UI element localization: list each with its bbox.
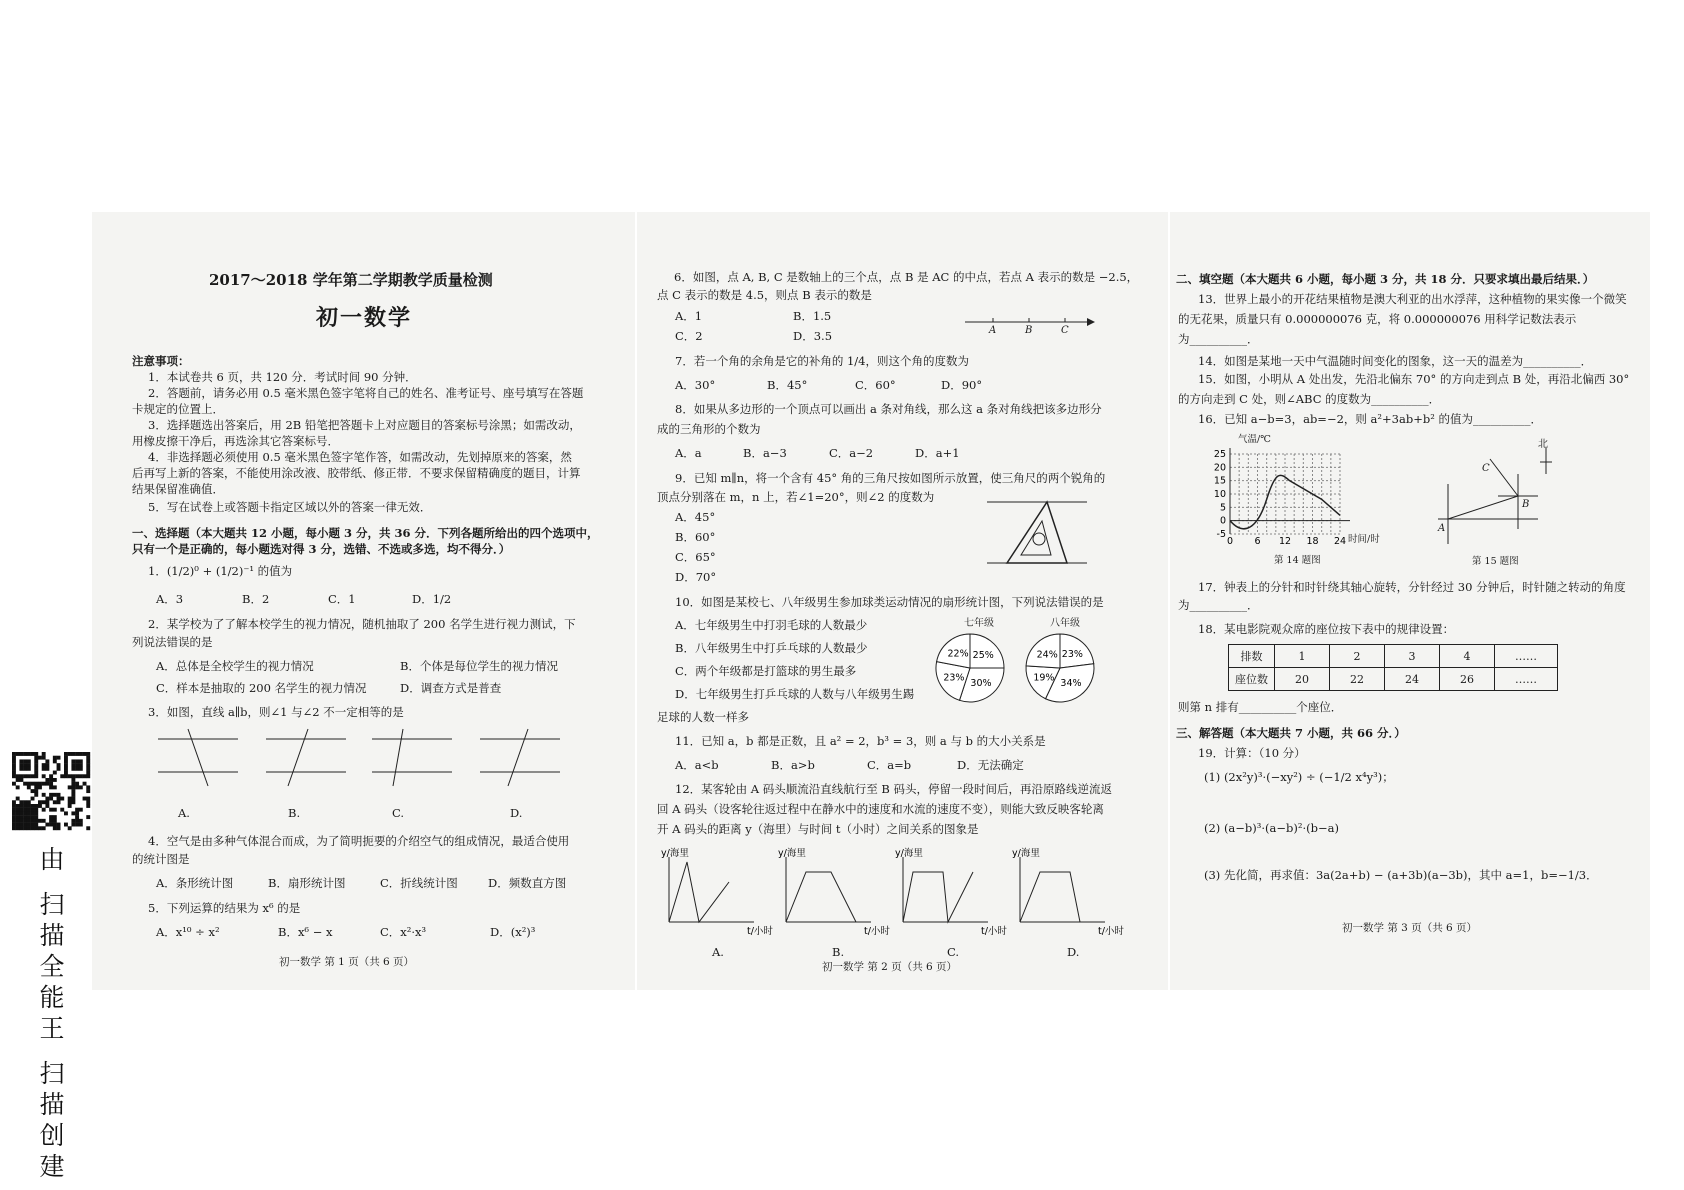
table-row-header: 排数 xyxy=(1229,645,1275,668)
x-tick-label: 24 xyxy=(1333,536,1347,547)
question-15: 15．如图，小明从 A 处出发，先沿北偏东 70° 的方向走到点 B 处，再沿北偏西 30° xyxy=(1198,372,1630,386)
notice-line: 结果保留准确值． xyxy=(132,482,224,496)
question-18: 则第 n 排有__________个座位． xyxy=(1178,700,1343,714)
question-1: 1．(1/2)⁰ + (1/2)⁻¹ 的值为 xyxy=(148,564,293,578)
table-cell: 3 xyxy=(1385,645,1440,668)
figure-label: A. xyxy=(712,945,724,959)
triangle-ruler-figure xyxy=(987,499,1097,574)
option: D．a+1 xyxy=(915,446,960,460)
option: A．45° xyxy=(675,510,716,524)
table-cell: 4 xyxy=(1440,645,1495,668)
point-label: B xyxy=(1522,499,1530,510)
option: A．总体是全校学生的视力情况 xyxy=(156,659,314,673)
question-2: 2．某学校为了了解本校学生的视力情况，随机抽取了 200 名学生进行视力测试，下 xyxy=(148,617,576,631)
question-2: 列说法错误的是 xyxy=(132,635,213,649)
question-12: 开 A 码头的距离 y（海里）与时间 t（小时）之间关系的图象是 xyxy=(657,822,979,836)
table-cell: 26 xyxy=(1440,668,1495,691)
y-axis-label: y/海里 xyxy=(661,848,689,859)
option: A．30° xyxy=(675,378,716,392)
pie-title-grade8: 八年级 xyxy=(1050,618,1080,629)
question-8: 成的三角形的个数为 xyxy=(657,422,761,436)
distance-line xyxy=(786,872,856,922)
notice-line: 2．答题前，请务必用 0.5 毫米黑色签字笔将自己的姓名、准考证号、座号填写在答题 xyxy=(148,386,584,400)
pie-slice-label: 34% xyxy=(1060,678,1082,690)
option: B．八年级男生中打乒乓球的人数最少 xyxy=(675,641,868,655)
question-17: 为__________． xyxy=(1178,598,1259,612)
question-4: 4．空气是由多种气体混合而成，为了简明扼要的介绍空气的组成情况，最适合使用 xyxy=(148,834,570,848)
pie-title-grade7: 七年级 xyxy=(964,618,994,629)
question-4: 的统计图是 xyxy=(132,852,190,866)
notice-line: 3．选择题选出答案后，用 2B 铅笔把答题卡上对应题目的答案标号涂黑；如需改动， xyxy=(148,418,581,432)
x-tick-label: 6 xyxy=(1254,536,1261,547)
x-tick-label: 12 xyxy=(1278,536,1292,547)
notice-line: 卡规定的位置上． xyxy=(132,402,224,416)
exam-title: 2017～2018 学年第二学期教学质量检测 xyxy=(209,271,493,289)
q3-figure xyxy=(158,724,588,794)
question-13: 的无花果，质量只有 0.000000076 克，将 0.000000076 用科学记数法表示 xyxy=(1178,312,1577,326)
section-1-heading: 只有一个是正确的，每小题选对得 3 分，选错、不选或多选，均不得分．） xyxy=(132,542,511,556)
option: B．x⁶ − x xyxy=(278,925,333,939)
option: B．个体是每位学生的视力情况 xyxy=(400,659,558,673)
page-footer: 初一数学 第 3 页（共 6 页） xyxy=(1342,922,1478,934)
question-6: 6．如图，点 A, B, C 是数轴上的三个点，点 B 是 AC 的中点，若点 A 表示的数是 −2.5， xyxy=(674,270,1139,284)
option: C．两个年级都是打篮球的男生最多 xyxy=(675,664,857,678)
north-label: 北 xyxy=(1538,439,1548,450)
x-axis-label: t/小时 xyxy=(864,926,890,937)
section-3-heading: 三、解答题（本大题共 7 小题，共 66 分．） xyxy=(1176,726,1406,740)
option: C．x²·x³ xyxy=(380,925,427,939)
figure-label: C. xyxy=(392,806,405,820)
option: C．a−2 xyxy=(829,446,874,460)
x-tick-label: 18 xyxy=(1306,536,1319,547)
x-axis-label: t/小时 xyxy=(1098,926,1124,937)
option: A．1 xyxy=(675,309,703,323)
option: A．七年级男生中打羽毛球的人数最少 xyxy=(675,618,868,632)
x-axis-label: t/小时 xyxy=(981,926,1007,937)
question-14: 14．如图是某地一天中气温随时间变化的图象，这一天的温差为__________． xyxy=(1198,354,1593,368)
option: B．扇形统计图 xyxy=(268,876,346,890)
option: B．2 xyxy=(242,592,270,606)
question-17: 17．钟表上的分针和时针绕其轴心旋转，分针经过 30 分钟后，时针随之转动的角度 xyxy=(1198,580,1626,594)
option: D．(x²)³ xyxy=(490,925,536,939)
option: D．1/2 xyxy=(412,592,452,606)
page-footer: 初一数学 第 1 页（共 6 页） xyxy=(279,956,415,968)
axis-label: B xyxy=(1025,325,1033,336)
q12-graphs xyxy=(659,848,1124,937)
question-8: 8．如果从多边形的一个顶点可以画出 a 条对角线，那么这 a 条对角线把该多边形分 xyxy=(675,402,1102,416)
option: B．45° xyxy=(767,378,808,392)
option: D．频数直方图 xyxy=(488,876,567,890)
option: C．65° xyxy=(675,550,716,564)
section-1-heading: 一、选择题（本大题共 12 小题，每小题 3 分，共 36 分．下列各题所给出的四个选项中， xyxy=(132,526,599,540)
scanner-watermark: 由 扫描全能王 扫描创建 xyxy=(36,846,65,1184)
notice-heading: 注意事项： xyxy=(132,354,190,368)
option: C．1 xyxy=(328,592,356,606)
distance-line xyxy=(669,862,729,922)
y-axis-label: y/海里 xyxy=(778,848,806,859)
option: D．七年级男生打乒乓球的人数与八年级男生踢 xyxy=(675,687,915,701)
exam-page-1 xyxy=(92,212,635,990)
option: 足球的人数一样多 xyxy=(657,710,749,724)
question-12: 回 A 码头（设客轮往返过程中在静水中的速度和水流的速度不变），则能大致反映客轮离 xyxy=(657,802,1104,816)
y-tick-label: 10 xyxy=(1213,489,1226,500)
option: C．折线统计图 xyxy=(380,876,458,890)
table-cell: 22 xyxy=(1330,668,1385,691)
figure-label: C. xyxy=(947,945,960,959)
pie-slice-label: 24% xyxy=(1036,649,1058,661)
pie-slice-label: 30% xyxy=(970,678,992,690)
option: D．90° xyxy=(941,378,983,392)
y-axis-label: y/海里 xyxy=(1012,848,1040,859)
figure-caption: 第 15 题图 xyxy=(1472,556,1519,567)
table-cell: …… xyxy=(1495,645,1558,668)
question-11: 11．已知 a，b 都是正数，且 a² = 2，b³ = 3，则 a 与 b 的大小关系是 xyxy=(675,734,1046,748)
pie-slice-label: 23% xyxy=(1061,648,1083,660)
figure-label: B. xyxy=(288,806,301,820)
option: A．3 xyxy=(156,592,184,606)
notice-line: 1．本试卷共 6 页，共 120 分．考试时间 90 分钟． xyxy=(148,370,417,384)
option: C．样本是抽取的 200 名学生的视力情况 xyxy=(156,681,367,695)
axis-label: A xyxy=(989,325,997,336)
axis-label: C xyxy=(1061,325,1069,336)
y-tick-label: -5 xyxy=(1216,529,1226,540)
question-15: 的方向走到 C 处，则∠ABC 的度数为__________． xyxy=(1178,392,1441,406)
section-2-heading: 二、填空题（本大题共 6 小题，每小题 3 分，共 18 分．只要求填出最后结果．） xyxy=(1176,272,1595,286)
question-5: 5．下列运算的结果为 x⁶ 的是 xyxy=(148,901,301,915)
x-tick-label: 0 xyxy=(1226,536,1234,547)
pie-slice-label: 25% xyxy=(972,649,994,661)
question-19: 19．计算：（10 分） xyxy=(1198,746,1306,760)
option: D．无法确定 xyxy=(957,758,1024,772)
question-9: 顶点分别落在 m，n 上，若∠1=20°，则∠2 的度数为 xyxy=(657,490,935,504)
question-18: 18．某电影院观众席的座位按下表中的规律设置： xyxy=(1198,622,1455,636)
notice-line: 后再写上新的答案，不能使用涂改液、胶带纸、修正带．不要求保留精确度的题目，计算 xyxy=(132,466,581,480)
pie-slice-label: 22% xyxy=(947,648,969,660)
exam-page-2 xyxy=(637,212,1168,990)
sub-question: (1) (2x²y)³·(−xy²) ÷ (−1/2 x⁴y³)； xyxy=(1204,770,1394,784)
figure-caption: 第 14 题图 xyxy=(1274,555,1321,566)
notice-line: 4．非选择题必须使用 0.5 毫米黑色签字笔作答，如需改动，先划掉原来的答案，然 xyxy=(148,450,572,464)
option: B．a−3 xyxy=(743,446,787,460)
option: A．a xyxy=(675,446,702,460)
pie-slice-label: 23% xyxy=(943,672,965,684)
pie-slice-label: 19% xyxy=(1033,672,1055,684)
chart-x-label: 时间/时 xyxy=(1348,534,1380,545)
option: C．a=b xyxy=(867,758,912,772)
sub-question: (2) (a−b)³·(a−b)²·(b−a) xyxy=(1204,821,1339,835)
pie-charts xyxy=(932,630,1132,710)
question-6: 点 C 表示的数是 4.5，则点 B 表示的数是 xyxy=(657,288,872,302)
table-cell: 20 xyxy=(1275,668,1330,691)
direction-figure xyxy=(1428,444,1558,554)
question-10: 10．如图是某校七、八年级男生参加球类运动情况的扇形统计图，下列说法错误的是 xyxy=(675,595,1104,609)
subject-title: 初一数学 xyxy=(316,305,413,331)
y-tick-label: 0 xyxy=(1219,515,1226,527)
question-9: 9．已知 m∥n，将一个含有 45° 角的三角尺按如图所示放置，使三角尺的两个锐角的 xyxy=(675,471,1106,485)
question-3: 3．如图，直线 a∥b，则∠1 与∠2 不一定相等的是 xyxy=(148,705,404,719)
distance-line xyxy=(1020,872,1080,922)
chart-y-label: 气温/℃ xyxy=(1238,434,1271,445)
option: A．a<b xyxy=(675,758,719,772)
y-tick-label: 5 xyxy=(1219,502,1226,514)
sub-question: (3) 先化简，再求值：3a(2a+b) − (a+3b)(a−3b)，其中 a=1，b=−1/3． xyxy=(1204,868,1598,882)
y-tick-label: 20 xyxy=(1213,462,1226,474)
figure-label: D. xyxy=(1067,945,1080,959)
figure-label: D. xyxy=(510,806,523,820)
temperature-graph xyxy=(1210,448,1370,548)
question-16: 16．已知 a−b=3，ab=−2，则 a²+3ab+b² 的值为__________． xyxy=(1198,412,1542,426)
option: D．3.5 xyxy=(793,329,833,343)
table-cell: 2 xyxy=(1330,645,1385,668)
distance-line xyxy=(903,872,973,922)
option: A．x¹⁰ ÷ x² xyxy=(156,925,220,939)
exam-page-3 xyxy=(1170,212,1650,990)
question-12: 12．某客轮由 A 码头顺流沿直线航行至 B 码头，停留一段时间后，再沿原路线逆流返 xyxy=(675,782,1113,796)
x-axis-label: t/小时 xyxy=(747,926,773,937)
question-7: 7．若一个角的余角是它的补角的 1/4，则这个角的度数为 xyxy=(675,354,969,368)
point-label: A xyxy=(1438,523,1446,534)
option: B．a>b xyxy=(771,758,815,772)
table-cell: …… xyxy=(1495,668,1558,691)
option: D．70° xyxy=(675,570,717,584)
notice-line: 用橡皮擦干净后，再选涂其它答案标号． xyxy=(132,434,339,448)
option: C．60° xyxy=(855,378,896,392)
question-13: 为__________． xyxy=(1178,332,1259,346)
option: B．60° xyxy=(675,530,716,544)
option: C．2 xyxy=(675,329,703,343)
option: A．条形统计图 xyxy=(156,876,234,890)
table-row-header: 座位数 xyxy=(1229,668,1275,691)
question-13: 13．世界上最小的开花结果植物是澳大利亚的出水浮萍，这种植物的果实像一个微笑 xyxy=(1198,292,1627,306)
table-cell: 1 xyxy=(1275,645,1330,668)
seat-table xyxy=(1228,644,1558,691)
notice-line: 5．写在试卷上或答题卡指定区域以外的答案一律无效． xyxy=(148,500,432,514)
option: B．1.5 xyxy=(793,309,832,323)
y-tick-label: 15 xyxy=(1213,475,1226,487)
option: D．调查方式是普查 xyxy=(400,681,502,695)
point-label: C xyxy=(1482,463,1490,474)
figure-label: B. xyxy=(832,945,845,959)
table-cell: 24 xyxy=(1385,668,1440,691)
qr-code xyxy=(12,752,90,830)
figure-label: A. xyxy=(178,806,190,820)
y-tick-label: 25 xyxy=(1213,449,1226,460)
y-axis-label: y/海里 xyxy=(895,848,923,859)
page-footer: 初一数学 第 2 页（共 6 页） xyxy=(822,961,958,973)
